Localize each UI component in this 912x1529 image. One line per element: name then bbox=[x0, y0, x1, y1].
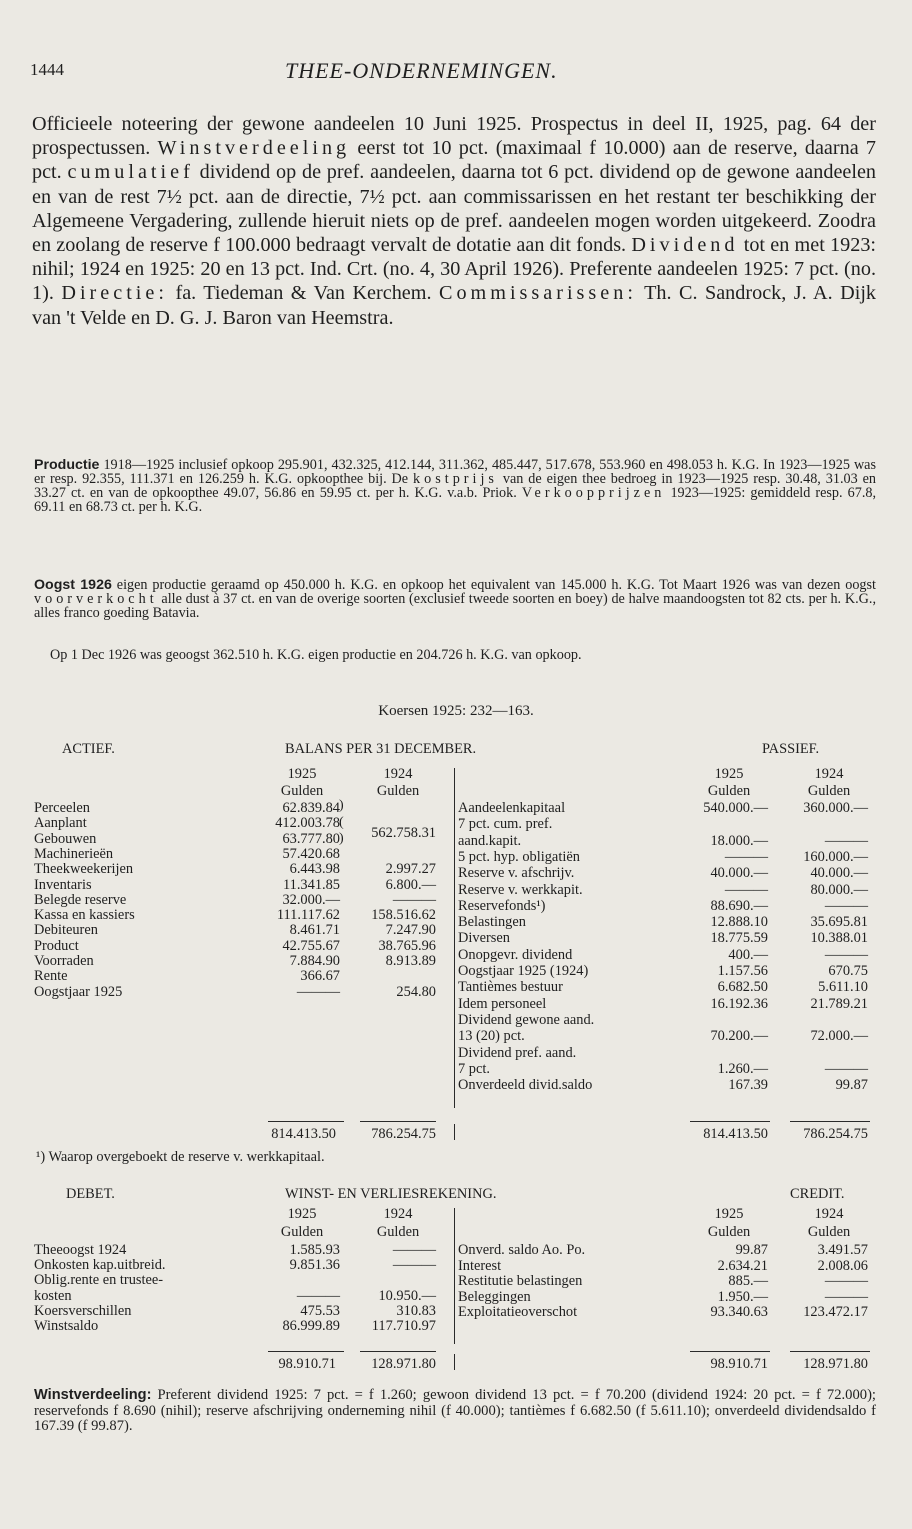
passief-row-value-1924: 40.000.— bbox=[810, 865, 868, 882]
total-rule-left-1925 bbox=[268, 1121, 344, 1122]
passief-row-value-1924: 21.789.21 bbox=[810, 995, 868, 1012]
passief-row-value-1924: 80.000.— bbox=[810, 881, 868, 898]
actief-row-label: Belegde reserve bbox=[34, 891, 127, 908]
oogst-paragraph-2 bbox=[34, 648, 876, 662]
productie-text-3: 1923—1925: gemiddeld resp. 67.8, 69.11 en 68.73 ct. per h. K.G. bbox=[34, 485, 877, 515]
passief-row-value-1924: 360.000.— bbox=[803, 800, 868, 816]
productie-paragraph bbox=[34, 458, 876, 514]
debet-row-value-1925: 86.999.89 bbox=[282, 1318, 340, 1334]
passief-row-value-1925: 400.— bbox=[728, 946, 768, 963]
actief-row-value-1925: 6.443.98 bbox=[289, 861, 340, 878]
winstverdeeling-paragraph bbox=[34, 1388, 876, 1435]
intro-text-6: Th. C. Sandrock, J. A. Dijk van 't Velde en D. G. J. Baron van Heemstra. bbox=[32, 282, 877, 329]
actief-row-value-1925: 111.117.62 bbox=[276, 907, 340, 924]
passief-row-value-1924: ——— bbox=[824, 1060, 868, 1077]
credit-row-value-1924: 123.472.17 bbox=[803, 1304, 868, 1321]
debet-row-value-1925: 1.585.93 bbox=[289, 1242, 340, 1258]
credit-row-label: Restitutie belastingen bbox=[458, 1273, 583, 1290]
wv-unit-left-1924: Gulden bbox=[376, 1224, 420, 1240]
wv-rule-left-1924 bbox=[360, 1351, 436, 1352]
actief-row-value-1925: 11.341.85 bbox=[282, 876, 340, 893]
passief-row-label: Oogstjaar 1925 (1924) bbox=[458, 963, 589, 979]
actief-row-value-1924: 38.765.96 bbox=[378, 937, 436, 954]
debet-row-label: Winstsaldo bbox=[34, 1318, 99, 1334]
credit-row-label: Exploitatieoverschot bbox=[458, 1304, 578, 1321]
oogst-label: Oogst 1926 bbox=[34, 577, 112, 593]
oogst-text-3: Op 1 Dec 1926 was geoogst 362.510 h. K.G. eigen productie en 204.726 h. K.G. van opkoop. bbox=[50, 647, 582, 663]
actief-row-value-1925: 366.67 bbox=[300, 968, 340, 985]
wv-unit-right-1924: Gulden bbox=[807, 1224, 851, 1240]
debet-row-label: kosten bbox=[34, 1287, 72, 1304]
actief-row-label: Debiteuren bbox=[34, 922, 98, 939]
total-rule-right-1924 bbox=[790, 1121, 870, 1122]
wv-unit-right-1925: Gulden bbox=[707, 1224, 751, 1240]
balans-total-right-1925: 814.413.50 bbox=[703, 1126, 768, 1142]
balans-total-left-1925: 814.413.50 bbox=[271, 1126, 336, 1142]
winstverdeeling-text: Preferent dividend 1925: 7 pct. = f 1.260; gewoon dividend 13 pct. = f 70.200 (dividend 1924: 20 pct. = f 72.000); reservefonds f 8.690 (nihil); reserve afschrijving onderneming nihil (f 40.000); tantièmes f 6.682.50 (f 5.611.10); onverdeeld dividendsaldo f 167.39 (f 99.87). bbox=[34, 1387, 876, 1434]
actief-row-value-1925: 8.461.71 bbox=[289, 922, 340, 939]
wv-unit-left-1925: Gulden bbox=[280, 1224, 324, 1240]
passief-row-value-1925: 70.200.— bbox=[710, 1028, 768, 1045]
wv-total-right-1924: 128.971.80 bbox=[803, 1356, 868, 1372]
wv-total-left-1925: 98.910.71 bbox=[278, 1356, 336, 1372]
passief-row-value-1925: 16.192.36 bbox=[710, 995, 768, 1012]
balans-unit-left-1925: Gulden bbox=[280, 783, 324, 799]
kostprijs-label: kostprijs bbox=[413, 471, 498, 487]
actief-row-value-1924: 6.800.— bbox=[385, 876, 436, 893]
passief-row-label: 7 pct. bbox=[458, 1060, 490, 1077]
balans-title: BALANS PER 31 DECEMBER. bbox=[285, 741, 477, 757]
bracket-brace: ) ( ) bbox=[339, 798, 344, 846]
debet-row-label: Onkosten kap.uitbreid. bbox=[34, 1257, 166, 1274]
total-rule-right-1925 bbox=[690, 1121, 770, 1122]
credit-row-value-1924: ——— bbox=[824, 1273, 868, 1290]
debet-row-label: Oblig.rente en trustee- bbox=[34, 1272, 164, 1289]
actief-row-value-1925: 57.420.68 bbox=[282, 845, 340, 862]
voorverkocht-label: voorverkocht bbox=[34, 591, 158, 607]
passief-row-value-1925: ——— bbox=[724, 848, 768, 865]
passief-row-value-1925: 40.000.— bbox=[710, 865, 768, 882]
passief-row-value-1924: 160.000.— bbox=[803, 848, 868, 865]
actief-row-value-1925: 62.839.84 bbox=[282, 800, 340, 816]
debet-row-value-1924: ——— bbox=[392, 1242, 436, 1258]
balans-year-right-1924: 1924 bbox=[814, 766, 844, 782]
balans-year-left-1924: 1924 bbox=[383, 766, 413, 782]
credit-row-value-1925: 93.340.63 bbox=[710, 1304, 768, 1321]
passief-row-value-1925: 18.775.59 bbox=[710, 930, 768, 947]
balans-unit-right-1925: Gulden bbox=[707, 783, 751, 799]
passief-row-value-1925: 88.690.— bbox=[710, 897, 768, 914]
actief-row-value-1925: 7.884.90 bbox=[289, 953, 340, 969]
passief-row-value-1925: 167.39 bbox=[728, 1077, 768, 1094]
page-header bbox=[0, 52, 912, 92]
passief-row-value-1924: 72.000.— bbox=[810, 1028, 868, 1045]
actief-row-label: Gebouwen bbox=[34, 830, 97, 847]
debet-row-value-1924: 10.950.— bbox=[378, 1287, 436, 1304]
passief-row-value-1924: ——— bbox=[824, 897, 868, 914]
actief-row-label: Theekweekerijen bbox=[34, 861, 134, 878]
actief-row-label: Oogstjaar 1925 bbox=[34, 983, 123, 1000]
actief-row-label: Inventaris bbox=[34, 876, 92, 893]
wv-rule-right-1924 bbox=[790, 1351, 870, 1352]
commissarissen-label: Commissarissen: bbox=[438, 282, 637, 305]
passief-row-label: Reserve v. afschrijv. bbox=[458, 865, 575, 882]
passief-row-value-1925: 6.682.50 bbox=[717, 979, 768, 996]
wv-total-right-1925: 98.910.71 bbox=[710, 1356, 768, 1372]
intro-text-5: fa. Tiedeman & Van Kerchem. bbox=[175, 282, 432, 305]
wv-year-left-1924: 1924 bbox=[383, 1206, 413, 1222]
dividend-label: Dividend bbox=[631, 234, 739, 257]
verkoopprijzen-label: Verkoopprijzen bbox=[521, 485, 666, 501]
intro-paragraph bbox=[32, 112, 876, 330]
credit-row-label: Interest bbox=[458, 1257, 502, 1274]
passief-row-label: Aandeelenkapitaal bbox=[458, 800, 566, 816]
actief-row-value-1925: 412.003.78 bbox=[275, 815, 340, 832]
credit-row-value-1924: 2.008.06 bbox=[817, 1257, 868, 1274]
actief-row-label: Kassa en kassiers bbox=[34, 907, 135, 924]
credit-row-label: Beleggingen bbox=[458, 1288, 531, 1305]
productie-label: Productie bbox=[34, 457, 100, 473]
wv-rule-left-1925 bbox=[268, 1351, 344, 1352]
passief-row-label: Diversen bbox=[458, 930, 510, 947]
credit-row-value-1924: 3.491.57 bbox=[817, 1242, 868, 1258]
debet-row-value-1925: ——— bbox=[296, 1287, 340, 1304]
passief-row-value-1925: 1.260.— bbox=[717, 1060, 768, 1077]
running-title: THEE-ONDERNEMINGEN. bbox=[285, 58, 558, 83]
winstverdeeling-para-label: Winstverdeeling: bbox=[34, 1387, 152, 1403]
debet-row-value-1925: 9.851.36 bbox=[289, 1257, 340, 1274]
balans-footnote: ¹) Waarop overgeboekt de reserve v. werkkapitaal. bbox=[36, 1149, 325, 1165]
intro-text-4: tot en met 1923: nihil; 1924 en 1925: 20 en 13 pct. Ind. Crt. (no. 4, 30 April 1926). Preferente aandeelen 1925: 7 pct. (no. 1). bbox=[32, 234, 877, 305]
passief-row-label: Dividend gewone aand. bbox=[458, 1011, 595, 1028]
productie-text-2: van de eigen thee bedroeg in 1923—1925 resp. 30.48, 31.03 en 33.27 ct. en van de opkoopthee 49.07, 56.86 en 59.95 ct. per h. K.G. v.a.b. Priok. bbox=[34, 471, 877, 501]
oogst-text-2: alle dust à 37 ct. en van de overige soorten (exclusief tweede soorten en boey) de halve maandoogsten tot 82 cts. per h. K.G., alles franco goeding Batavia. bbox=[34, 591, 876, 621]
credit-row-value-1925: 2.634.21 bbox=[717, 1257, 768, 1274]
debet-row-value-1924: ——— bbox=[392, 1257, 436, 1274]
balans-total-right-1924: 786.254.75 bbox=[803, 1126, 868, 1142]
debet-row-label: Theeoogst 1924 bbox=[34, 1242, 127, 1258]
wv-rule-right-1925 bbox=[690, 1351, 770, 1352]
page-number: 1444 bbox=[30, 60, 64, 79]
actief-row-label: Voorraden bbox=[34, 953, 94, 969]
productie-text-1: 1918—1925 inclusief opkoop 295.901, 432.325, 412.144, 311.362, 485.447, 517.678, 553.960 en 498.053 h. K.G. In 1923—1925 was er resp. 92.355, 111.371 en 126.259 h. K.G. opkoopthee bij. De bbox=[34, 457, 877, 487]
balans-unit-right-1924: Gulden bbox=[807, 783, 851, 799]
balans-year-right-1925: 1925 bbox=[714, 766, 744, 782]
passief-row-label: Onverdeeld divid.saldo bbox=[458, 1077, 593, 1094]
intro-text-1: Officieele noteering der gewone aandeelen 10 Juni 1925. Prospectus in deel II, 1925, pag. 64 der prospectussen. bbox=[32, 113, 876, 160]
actief-row-value-1924: 254.80 bbox=[396, 983, 436, 1000]
wv-year-right-1924: 1924 bbox=[814, 1206, 844, 1222]
actief-row-label: Machinerieën bbox=[34, 845, 114, 862]
credit-row-label: Onverd. saldo Ao. Po. bbox=[458, 1242, 586, 1258]
passief-row-value-1925: 1.157.56 bbox=[717, 963, 768, 979]
credit-row-value-1925: 1.950.— bbox=[717, 1288, 768, 1305]
balans-actief-title: ACTIEF. bbox=[62, 741, 115, 757]
wv-year-right-1925: 1925 bbox=[714, 1206, 744, 1222]
passief-row-label: Reservefonds¹) bbox=[458, 897, 546, 914]
credit-row-value-1924: ——— bbox=[824, 1288, 868, 1305]
passief-row-label: Dividend pref. aand. bbox=[458, 1044, 577, 1061]
oogst-paragraph bbox=[34, 578, 876, 620]
passief-row-label: Idem personeel bbox=[458, 995, 547, 1012]
wv-total-divider bbox=[454, 1354, 455, 1370]
debet-row-value-1924: 310.83 bbox=[396, 1302, 436, 1319]
winstverdeeling-label: Winstverdeeling bbox=[157, 137, 351, 160]
passief-row-label: Reserve v. werkkapit. bbox=[458, 881, 583, 898]
actief-row-value-1925: 32.000.— bbox=[282, 891, 340, 908]
cumulatief-label: cumulatief bbox=[67, 161, 194, 184]
actief-row-value-1925: ——— bbox=[296, 983, 340, 1000]
actief-row-label: Rente bbox=[34, 968, 68, 985]
wv-year-left-1925: 1925 bbox=[287, 1206, 317, 1222]
wv-debet-title: DEBET. bbox=[66, 1186, 115, 1202]
passief-row-value-1925: 18.000.— bbox=[710, 832, 768, 849]
passief-row-value-1924: ——— bbox=[824, 832, 868, 849]
passief-row-value-1924: 10.388.01 bbox=[810, 930, 868, 947]
koersen-line: Koersen 1925: 232—163. bbox=[378, 703, 534, 719]
passief-row-value-1925: 12.888.10 bbox=[710, 914, 768, 931]
actief-row-label: Perceelen bbox=[34, 800, 90, 816]
intro-text-3: dividend op de pref. aandeelen, daarna tot 6 pct. dividend op de gewone aandeelen en van de rest 7½ pct. aan de directie, 7½ pct. aan commissarissen en het restant ter beschikking der Algemeene Vergadering, zullende hieruit niets op de pref. aandeelen mogen worden uitgekeerd. Zoodra en zoolang de reserve f 100.000 bedraagt vervalt de dotatie aan dit fonds. bbox=[32, 161, 877, 257]
actief-row-label: Aanplant bbox=[34, 815, 87, 832]
passief-row-value-1924: 99.87 bbox=[835, 1077, 868, 1094]
actief-row-value-1925: 42.755.67 bbox=[282, 937, 340, 954]
actief-row-value-1924: 8.913.89 bbox=[385, 953, 436, 969]
balans-unit-left-1924: Gulden bbox=[376, 783, 420, 799]
passief-row-value-1924: 35.695.81 bbox=[810, 914, 868, 931]
wv-divider bbox=[454, 1208, 455, 1344]
debet-row-label: Koersverschillen bbox=[34, 1302, 132, 1319]
credit-row-value-1925: 885.— bbox=[728, 1273, 768, 1290]
actief-row-value-1924: 2.997.27 bbox=[385, 861, 436, 878]
credit-row-value-1925: 99.87 bbox=[735, 1242, 768, 1258]
actief-row-value-1924: 7.247.90 bbox=[385, 922, 436, 939]
passief-row-label: 7 pct. cum. pref. bbox=[458, 816, 553, 833]
actief-row-value-1925: 63.777.80 bbox=[282, 830, 340, 847]
passief-row-value-1924: ——— bbox=[824, 946, 868, 963]
passief-row-label: 13 (20) pct. bbox=[458, 1028, 525, 1045]
directie-label: Directie: bbox=[61, 282, 168, 305]
actief-row-value-1924: 158.516.62 bbox=[371, 907, 436, 924]
passief-row-label: Tantièmes bestuur bbox=[458, 979, 563, 996]
balans-passief-title: PASSIEF. bbox=[762, 741, 820, 757]
debet-row-value-1925: 475.53 bbox=[300, 1302, 340, 1319]
balans-total-divider bbox=[454, 1124, 455, 1140]
passief-row-label: 5 pct. hyp. obligatiën bbox=[458, 848, 580, 865]
passief-row-label: Onopgevr. dividend bbox=[458, 946, 573, 963]
total-rule-left-1924 bbox=[360, 1121, 436, 1122]
wv-title: WINST- EN VERLIESREKENING. bbox=[285, 1186, 497, 1202]
bracket-total-1924: 562.758.31 bbox=[371, 825, 436, 841]
debet-row-value-1924: 117.710.97 bbox=[371, 1318, 436, 1334]
balans-total-left-1924: 786.254.75 bbox=[371, 1126, 436, 1142]
balans-year-left-1925: 1925 bbox=[287, 766, 317, 782]
actief-row-value-1924: ——— bbox=[392, 891, 436, 908]
passief-row-label: Belastingen bbox=[458, 914, 526, 931]
wv-credit-title: CREDIT. bbox=[790, 1186, 845, 1202]
actief-row-label: Product bbox=[34, 937, 79, 954]
passief-row-value-1924: 5.611.10 bbox=[818, 979, 868, 996]
intro-text-2: eerst tot 10 pct. (maximaal f 10.000) aan de reserve, daarna 7 pct. bbox=[32, 137, 877, 184]
passief-row-value-1925: 540.000.— bbox=[703, 800, 768, 816]
balans-divider bbox=[454, 768, 455, 1108]
passief-row-label: aand.kapit. bbox=[458, 832, 522, 849]
passief-row-value-1924: 670.75 bbox=[828, 963, 868, 979]
passief-row-value-1925: ——— bbox=[724, 881, 768, 898]
oogst-text-1: eigen productie geraamd op 450.000 h. K.G. en opkoop het equivalent van 145.000 h. K.G. Tot Maart 1926 was van dezen oogst bbox=[116, 577, 876, 593]
wv-total-left-1924: 128.971.80 bbox=[371, 1356, 436, 1372]
